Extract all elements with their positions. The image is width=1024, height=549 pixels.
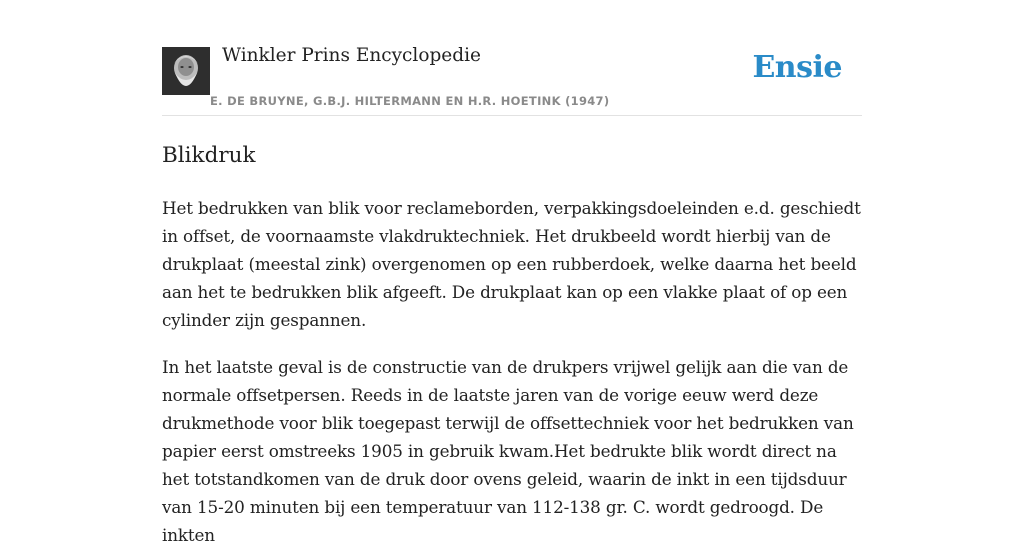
article-title: Blikdruk xyxy=(162,143,256,168)
authors-line: E. DE BRUYNE, G.B.J. HILTERMANN EN H.R. HOETINK (1947) xyxy=(210,94,610,108)
article-paragraph: In het laatste geval is de constructie van de drukpers vrijwel gelijk aan die van de normale offsetpersen. Reeds in de laatste jaren van de vorige eeuw werd deze drukmethode voor blik toegepast terwijl de offsettechniek voor het bedrukken van papier eerst omstreeks 1905 in gebruik kwam.Het bedrukte blik wordt direct na het totstandkomen van de druk door ovens geleid, waarin de inkt in een tijdsduur van 15-20 minuten bij een temperatuur van 112-138 gr. C. wordt gedroogd. De inkten xyxy=(162,357,854,545)
article-body xyxy=(162,194,862,549)
article-paragraph: Het bedrukken van blik voor reclameborden, verpakkingsdoeleinden e.d. geschiedt in offset, de voornaamste vlakdruktechniek. Het drukbeeld wordt hierbij van de drukplaat (meestal zink) overgenomen op een rubberdoek, welke daarna het beeld aan het te bedrukken blik afgeeft. De drukplaat kan op een vlakke plaat of op een cylinder zijn gespannen. xyxy=(162,198,861,330)
bearded-man-portrait-icon xyxy=(162,47,210,95)
ensie-logo[interactable]: Ensie xyxy=(752,50,842,85)
book-title[interactable]: Winkler Prins Encyclopedie xyxy=(222,45,481,66)
content-container xyxy=(162,0,862,549)
header xyxy=(162,0,862,116)
author-avatar[interactable] xyxy=(162,47,210,95)
